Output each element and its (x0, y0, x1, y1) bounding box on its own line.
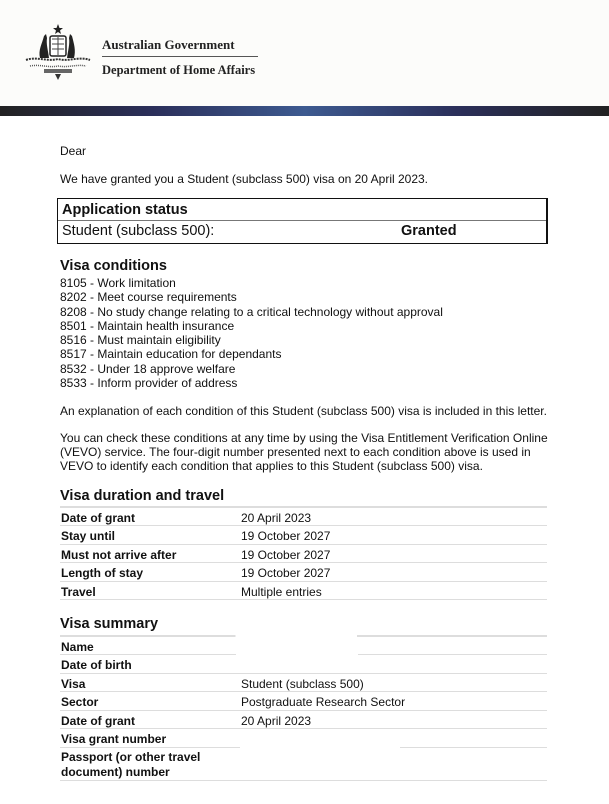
divider (58, 220, 546, 221)
row-label: Date of birth (61, 658, 132, 672)
row-label: Must not arrive after (61, 547, 177, 562)
row-value: 20 April 2023 (241, 713, 312, 728)
table-row (60, 637, 547, 656)
table-row (60, 563, 547, 582)
table-row (60, 526, 547, 545)
row-label: Date of grant (61, 713, 136, 728)
row-value: Postgraduate Research Sector (241, 695, 406, 709)
summary-table (60, 635, 547, 781)
letterhead (0, 0, 609, 106)
condition-item: 8532 - Under 18 approve welfare (60, 361, 236, 376)
table-row (60, 711, 547, 730)
condition-item: 8105 - Work limitation (60, 276, 176, 290)
government-title: Australian Government (102, 37, 235, 52)
vevo-text-line: (VEVO) service. The four-digit number presented next to each condition above is used in (60, 445, 531, 459)
department-title: Department of Home Affairs (102, 63, 256, 77)
row-value: 19 October 2027 (241, 547, 331, 562)
table-row (60, 508, 547, 527)
condition-item: 8501 - Maintain health insurance (60, 318, 235, 333)
row-value: Student (subclass 500) (241, 676, 364, 691)
coat-of-arms-logo (22, 22, 94, 82)
table-row (60, 692, 547, 711)
explanation-text: An explanation of each condition of this Student (subclass 500) visa is included in this letter. (60, 404, 547, 418)
summary-heading: Visa summary (60, 616, 159, 632)
row-label: Stay until (61, 529, 116, 543)
vevo-text-line: You can check these conditions at any time by using the Visa Entitlement Verification Online (60, 431, 548, 445)
header-band (0, 106, 609, 116)
condition-item: 8208 - No study change relating to a critical technology without approval (60, 304, 443, 319)
row-value: 20 April 2023 (241, 510, 312, 525)
table-row (60, 582, 547, 601)
condition-item: 8202 - Meet course requirements (60, 290, 237, 305)
condition-item: 8516 - Must maintain eligibility (60, 333, 221, 348)
row-label: Visa (61, 676, 86, 691)
row-label: Date of grant (61, 510, 136, 525)
status-heading: Application status (62, 202, 188, 218)
greeting: Dear (60, 144, 87, 158)
row-label: Sector (61, 695, 99, 709)
divider (102, 56, 258, 57)
row-label: Travel (61, 584, 96, 599)
application-status-box (57, 198, 548, 244)
row-value: Multiple entries (241, 584, 322, 599)
row-label: Passport (or other travel document) number (61, 749, 201, 779)
condition-item: 8533 - Inform provider of address (60, 376, 238, 391)
table-row (60, 655, 547, 674)
conditions-heading: Visa conditions (60, 258, 167, 274)
duration-table (60, 506, 547, 600)
row-label: Name (61, 639, 94, 654)
status-value: Granted (401, 223, 457, 239)
status-label: Student (subclass 500): (62, 223, 215, 239)
duration-heading: Visa duration and travel (60, 488, 225, 504)
row-value: 19 October 2027 (241, 566, 331, 580)
row-value: 19 October 2027 (241, 529, 331, 543)
vevo-text-line: VEVO to identify each condition that applies to this Student (subclass 500) visa. (60, 459, 483, 473)
row-label: Visa grant number (61, 732, 167, 746)
row-label: Length of stay (61, 566, 144, 580)
intro-text: We have granted you a Student (subclass 500) visa on 20 April 2023. (60, 172, 429, 186)
table-row (60, 729, 547, 748)
table-row (60, 545, 547, 564)
table-row (60, 748, 547, 781)
table-row (60, 674, 547, 693)
conditions-list (60, 276, 443, 390)
condition-item: 8517 - Maintain education for dependants (60, 347, 282, 362)
